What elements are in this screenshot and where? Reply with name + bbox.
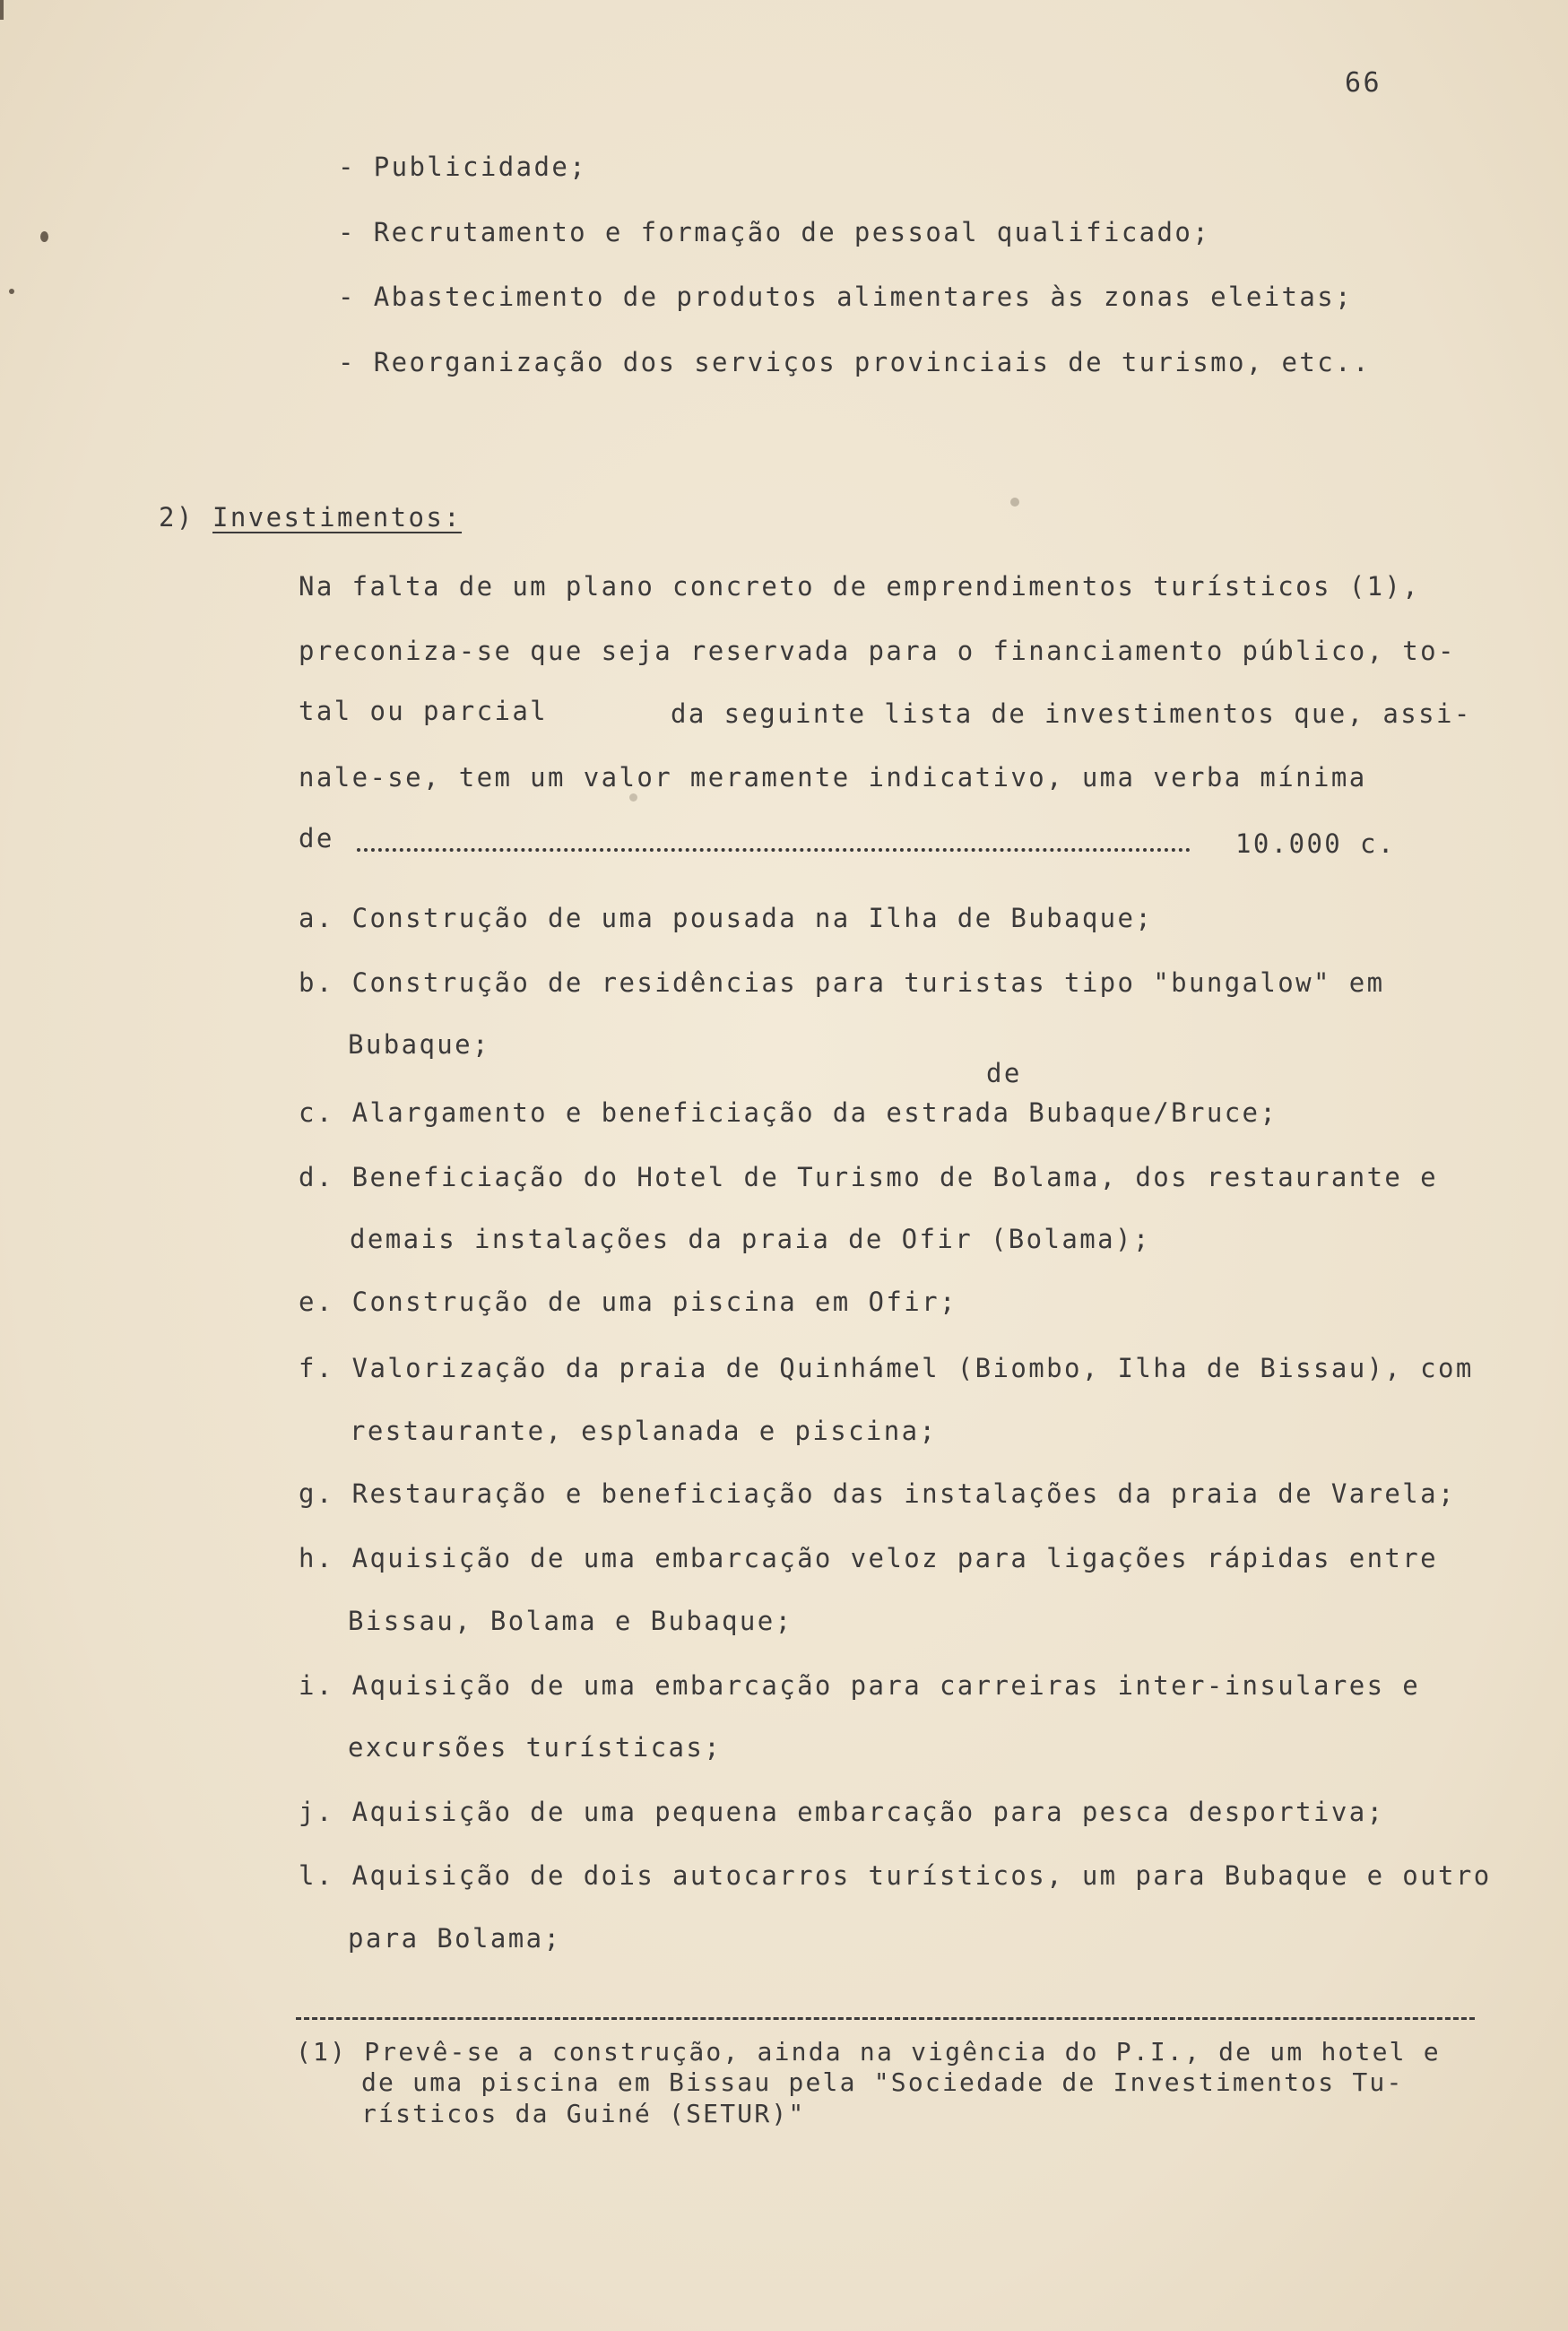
list-item-continuation: para Bolama; [348, 1923, 562, 1954]
list-item: g. Restauração e beneficiação das instalações da praia de Varela; [299, 1478, 1456, 1509]
list-item: h. Aquisição de uma embarcação veloz para ligações rápidas entre [299, 1543, 1439, 1573]
paragraph-line: nale-se, tem um valor meramente indicativo, uma verba mínima [299, 762, 1367, 793]
list-item-continuation: demais instalações da praia de Ofir (Bolama); [350, 1224, 1151, 1254]
list-item: b. Construção de residências para turistas tipo "bungalow" em [299, 967, 1385, 998]
list-item: i. Aquisição de uma embarcação para carreiras inter-insulares e [299, 1670, 1421, 1701]
bullet-item: - Reorganização dos serviços provinciais de turismo, etc.. [338, 347, 1371, 377]
list-item: d. Beneficiação do Hotel de Turismo de Bolama, dos restaurante e [299, 1162, 1439, 1192]
list-item-continuation: Bissau, Bolama e Bubaque; [348, 1606, 793, 1636]
list-item: c. Alargamento e beneficiação da estrada Bubaque/Bruce; [299, 1097, 1278, 1128]
dot-leader [357, 848, 1191, 852]
footnote-line: de uma piscina em Bissau pela "Sociedade de Investimentos Tu- [361, 2067, 1404, 2097]
paragraph-line: de [299, 823, 334, 854]
section-title: Investimentos: [212, 502, 463, 533]
paper-mark [1010, 498, 1019, 507]
bullet-item: - Abastecimento de produtos alimentares às zonas eleitas; [338, 282, 1353, 312]
bullet-item: - Recrutamento e formação de pessoal qualificado; [338, 217, 1211, 247]
list-item-continuation: Bubaque; [348, 1029, 490, 1060]
amount: 10.000 c. [1235, 828, 1396, 859]
paragraph-line: tal ou parcial [299, 696, 549, 726]
footnote-separator [296, 2017, 1475, 2020]
paper-mark [629, 793, 637, 802]
handwritten-insertion: de [986, 1058, 1022, 1088]
list-item: a. Construção de uma pousada na Ilha de Bubaque; [299, 903, 1154, 933]
list-item: j. Aquisição de uma pequena embarcação para pesca desportiva; [299, 1797, 1385, 1827]
paragraph-line: preconiza-se que seja reservada para o financiamento público, to- [299, 636, 1456, 666]
paragraph-line: da seguinte lista de investimentos que, assi- [671, 698, 1472, 729]
paper-mark [0, 0, 4, 20]
footnote-line: rísticos da Guiné (SETUR)" [361, 2099, 806, 2128]
list-item-continuation: restaurante, esplanada e piscina; [350, 1416, 938, 1446]
paper-mark [40, 231, 48, 242]
section-number: 2) [159, 502, 195, 533]
bullet-item: - Publicidade; [338, 152, 588, 182]
page-number: 66 [1345, 67, 1382, 99]
list-item: e. Construção de uma piscina em Ofir; [299, 1287, 957, 1317]
list-item: l. Aquisição de dois autocarros turísticos, um para Bubaque e outro [299, 1860, 1492, 1891]
footnote-line: (1) Prevê-se a construção, ainda na vigência do P.I., de um hotel e [296, 2037, 1441, 2067]
paper-mark [9, 289, 14, 294]
paragraph-line: Na falta de um plano concreto de emprendimentos turísticos (1), [299, 571, 1421, 602]
list-item: f. Valorização da praia de Quinhámel (Biombo, Ilha de Bissau), com [299, 1353, 1474, 1383]
list-item-continuation: excursões turísticas; [348, 1732, 723, 1763]
